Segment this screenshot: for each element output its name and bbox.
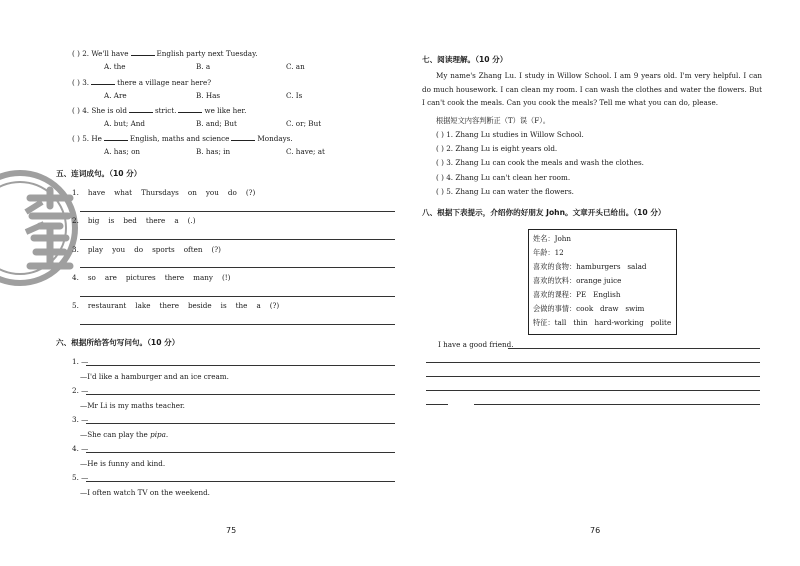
blank[interactable] [104, 134, 128, 141]
mc-q2: ( ) 2. We'll have English party next Tuesday. [72, 49, 258, 58]
blank[interactable] [131, 49, 155, 56]
tf-item-3: ( ) 3. Zhang Lu can cook the meals and wash the clothes. [436, 158, 644, 167]
answer-paren[interactable]: ( ) [72, 49, 80, 58]
answer-line[interactable] [86, 423, 395, 424]
option: C. Is [286, 91, 303, 100]
answer-line[interactable] [86, 394, 395, 395]
blank[interactable] [129, 106, 153, 113]
given-answer: —I'd like a hamburger and an ice cream. [80, 372, 229, 381]
tf-item-2: ( ) 2. Zhang Lu is eight years old. [436, 144, 558, 153]
blank[interactable] [91, 78, 115, 85]
page-number: 75 [226, 526, 237, 535]
option: B. a [196, 62, 211, 71]
tf-item-4: ( ) 4. Zhang Lu can't clean her room. [436, 173, 571, 182]
info-row: 特征：tall thin hard-working polite [533, 318, 672, 327]
reorder-item-4: 4. so are pictures there many (!) [72, 273, 231, 282]
answer-line[interactable] [80, 211, 395, 212]
given-answer: —She can play the pipa. [80, 430, 169, 439]
writing-line[interactable] [426, 362, 760, 363]
writing-line[interactable] [426, 376, 760, 377]
answer-paren[interactable]: ( ) [72, 78, 80, 87]
blank[interactable] [178, 106, 202, 113]
answer-line[interactable] [80, 296, 395, 297]
reading-passage: My name's Zhang Lu. I study in Willow School. I am 9 years old. I'm very helpful. I can do much housework. I can clean my room. I can wash the clothes and water the flowers. But I can't cook the meals. Can you cook the meals? Tell me what you can do, please. [422, 71, 762, 107]
option: A. has; on [104, 147, 141, 156]
answer-line[interactable] [80, 239, 395, 240]
given-answer: —He is funny and kind. [80, 459, 166, 468]
info-row: 会做的事情：cook draw swim [533, 304, 645, 313]
writing-line[interactable] [426, 390, 760, 391]
answer-line[interactable] [80, 324, 395, 325]
section-title-5: 五、连词成句。（10 分） [56, 169, 142, 178]
reorder-item-3: 3. play you do sports often (?) [72, 245, 221, 254]
reorder-item-2: 2. big is bed there a (.) [72, 216, 196, 225]
section-title-7: 七、阅读理解。（10 分） [422, 55, 508, 64]
info-row: 姓名：John [533, 234, 572, 243]
info-row: 年龄：12 [533, 248, 564, 257]
section-title-6: 六、根据所给答句写问句。（10 分） [56, 338, 180, 347]
option: B. and; But [196, 119, 237, 128]
mc-q5: ( ) 5. He English, maths and science Mondays. [72, 134, 293, 143]
question-prompt: 2. — [72, 386, 89, 395]
writing-line[interactable] [474, 404, 760, 405]
info-row: 喜欢的饮料：orange juice [533, 276, 622, 285]
stamp-seal-icon [0, 168, 80, 288]
section-title-8: 八、根据下表提示，介绍你的好朋友 John。文章开头已给出。（10 分） [422, 208, 666, 217]
option: C. an [286, 62, 305, 71]
answer-paren[interactable]: ( ) [436, 130, 444, 139]
option: C. have; at [286, 147, 325, 156]
writing-line[interactable] [508, 348, 760, 349]
answer-line[interactable] [86, 481, 395, 482]
answer-paren[interactable]: ( ) [436, 158, 444, 167]
info-row: 喜欢的课程：PE English [533, 290, 621, 299]
answer-line[interactable] [80, 267, 395, 268]
option: A. but; And [104, 119, 146, 128]
option: B. Has [196, 91, 221, 100]
answer-paren[interactable]: ( ) [72, 134, 80, 143]
question-prompt: 1. — [72, 357, 89, 366]
info-row: 喜欢的食物：hamburgers salad [533, 262, 647, 271]
given-answer: —I often watch TV on the weekend. [80, 488, 210, 497]
question-prompt: 4. — [72, 444, 89, 453]
question-prompt: 5. — [72, 473, 89, 482]
writing-line[interactable] [426, 404, 448, 405]
answer-line[interactable] [86, 365, 395, 366]
given-answer: —Mr Li is my maths teacher. [80, 401, 185, 410]
reorder-item-1: 1. have what Thursdays on you do (?) [72, 188, 256, 197]
mc-q3: ( ) 3. there a village near here? [72, 78, 212, 87]
mc-q4: ( ) 4. She is old strict. we like her. [72, 106, 247, 115]
instruction: 根据短文内容判断正（T）误（F）。 [436, 116, 550, 125]
page-number: 76 [590, 526, 601, 535]
option: A. the [104, 62, 126, 71]
option: C. or; But [286, 119, 322, 128]
reorder-item-5: 5. restaurant lake there beside is the a (?) [72, 301, 280, 310]
option: A. Are [104, 91, 127, 100]
answer-paren[interactable]: ( ) [72, 106, 80, 115]
question-prompt: 3. — [72, 415, 89, 424]
essay-start: I have a good friend. [438, 340, 514, 349]
tf-item-1: ( ) 1. Zhang Lu studies in Willow School. [436, 130, 584, 139]
tf-item-5: ( ) 5. Zhang Lu can water the flowers. [436, 187, 574, 196]
answer-line[interactable] [86, 452, 395, 453]
option: B. has; in [196, 147, 231, 156]
answer-paren[interactable]: ( ) [436, 187, 444, 196]
blank[interactable] [231, 134, 255, 141]
answer-paren[interactable]: ( ) [436, 173, 444, 182]
answer-paren[interactable]: ( ) [436, 144, 444, 153]
